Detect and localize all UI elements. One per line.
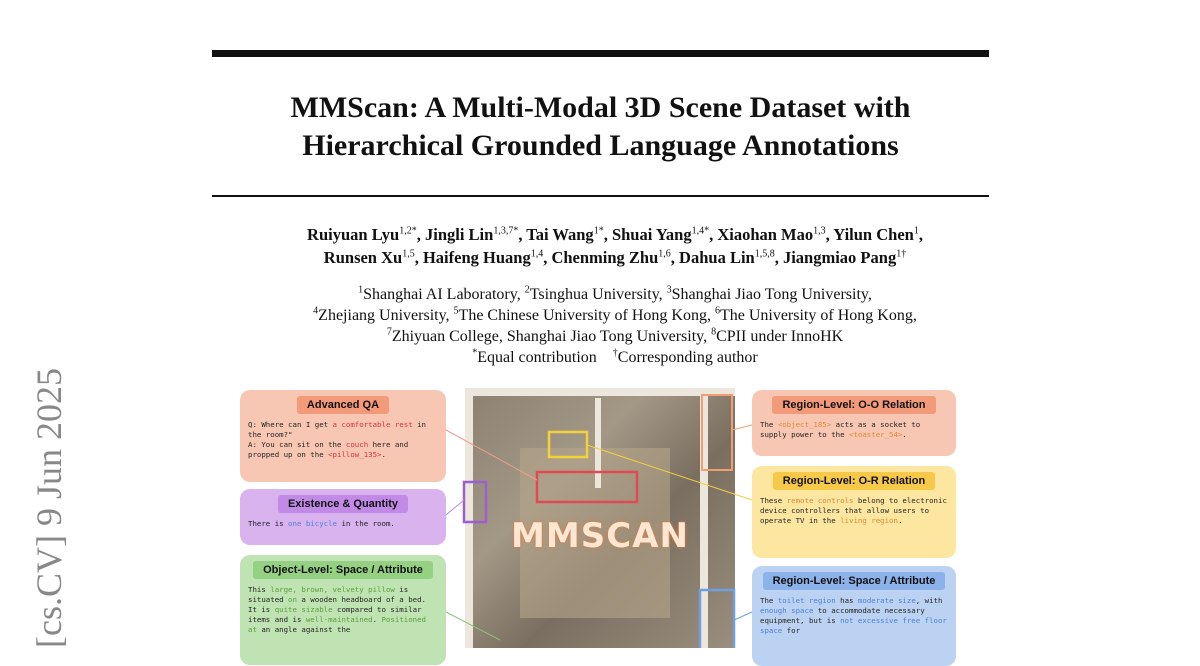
author: Chenming Zhu$^{1,6}$ [551,248,671,267]
connector-line [446,500,464,515]
oo-relation-box [752,390,956,456]
object-level-text: This large, brown, velvety pillow is situated on a wooden headboard of a bed. It is quite sizable compared to similar items and is well-maintained. Positioned at an angle against the [248,585,427,634]
object-level-title: Object-Level: Space / Attribute [253,561,433,579]
author-list: Ruiyuan Lyu$^{1,2*}$, Jingli Lin$^{1,3,7*}$, Tai Wang$^{1*}$, Shuai Yang$^{1,4*}$, Xiaohan Mao$^{1,3}$, Yilun Chen$^1$, Runsen Xu$^{1,5}$, Haifeng Huang$^{1,4}$, Chenming Zhu$^{1,6}$, Dahua Lin$^{1,5,8}$, Jiangmiao Pang$^{1\dagger}$ [307,225,923,267]
space-attribute-box [752,566,956,666]
advanced-qa-title: Advanced QA [297,396,389,414]
oo-relation-title: Region-Level: O-O Relation [772,396,935,414]
connector-line [446,430,537,480]
author: Jingli Lin$^{1,3,7*}$ [424,225,519,244]
connector-line [734,612,752,620]
space-attribute-title: Region-Level: Space / Attribute [763,572,946,590]
author: Shuai Yang$^{1,4*}$ [611,225,710,244]
affiliation: $^7$Zhiyuan College, Shanghai Jiao Tong University, [386,326,708,345]
author: Haifeng Huang$^{1,4}$ [422,248,544,267]
advanced-qa-question: Q: Where can I get a comfortable rest in the room?" [248,420,426,439]
highlight-box-couch [537,472,637,502]
or-relation-text: These remote controls belong to electronic device controllers that allow users to operate TV in the living region. [760,496,947,525]
author: Xiaohan Mao$^{1,3}$ [717,225,826,244]
advanced-qa-answer: A: You can sit on the couch here and propped up on the <pillow_135>. [248,440,409,459]
author: Runsen Xu$^{1,5}$ [323,248,415,267]
equal-contribution-note: *Equal contribution [472,347,597,366]
author: Yilun Chen$^1$ [833,225,919,244]
title-line-2: Hierarchical Grounded Language Annotations [302,129,899,162]
affiliation: $^5$The Chinese University of Hong Kong, [453,305,711,324]
affiliation: $^8$CPII under InnoHK [711,326,844,345]
oo-relation-text: The <object_185> acts as a socket to supply power to the <toaster_54>. [760,420,921,439]
author: Jiangmiao Pang$^{1\dagger}$ [782,248,907,267]
affiliation: $^6$The University of Hong Kong, [714,305,917,324]
dataset-logo-text: MMSCAN [511,516,689,556]
affiliation: $^2$Tsinghua University, [524,284,663,303]
affiliation: $^4$Zhejiang University, [313,305,450,324]
existence-quantity-text: There is one bicycle in the room. [248,519,395,528]
title-line-1: MMScan: A Multi-Modal 3D Scene Dataset with [290,91,911,124]
advanced-qa-box [240,390,446,482]
connector-line [732,425,752,430]
corresponding-author-note: †Corresponding author [612,347,758,366]
author: Ruiyuan Lyu$^{1,2*}$ [307,225,417,244]
highlight-box-toilet [700,590,734,648]
highlight-box-tv [549,432,587,457]
affiliation: $^1$Shanghai AI Laboratory, [358,284,521,303]
or-relation-box [752,466,956,558]
affiliation: $^3$Shanghai Jiao Tong University, [666,284,872,303]
object-level-box [240,555,446,665]
arxiv-stamp: [cs.CV] 9 Jun 2025 [29,368,69,648]
author: Dahua Lin$^{1,5,8}$ [679,248,775,267]
existence-quantity-box [240,489,446,545]
or-relation-title: Region-Level: O-R Relation [773,472,935,490]
space-attribute-text: The toilet region has moderate size, with enough space to accommodate necessary equipment, but is not excessive free floor space for [760,596,947,635]
connector-line [446,612,500,640]
author: Tai Wang$^{1*}$ [526,225,604,244]
existence-quantity-title: Existence & Quantity [278,495,408,513]
highlight-box-socket [702,395,732,470]
